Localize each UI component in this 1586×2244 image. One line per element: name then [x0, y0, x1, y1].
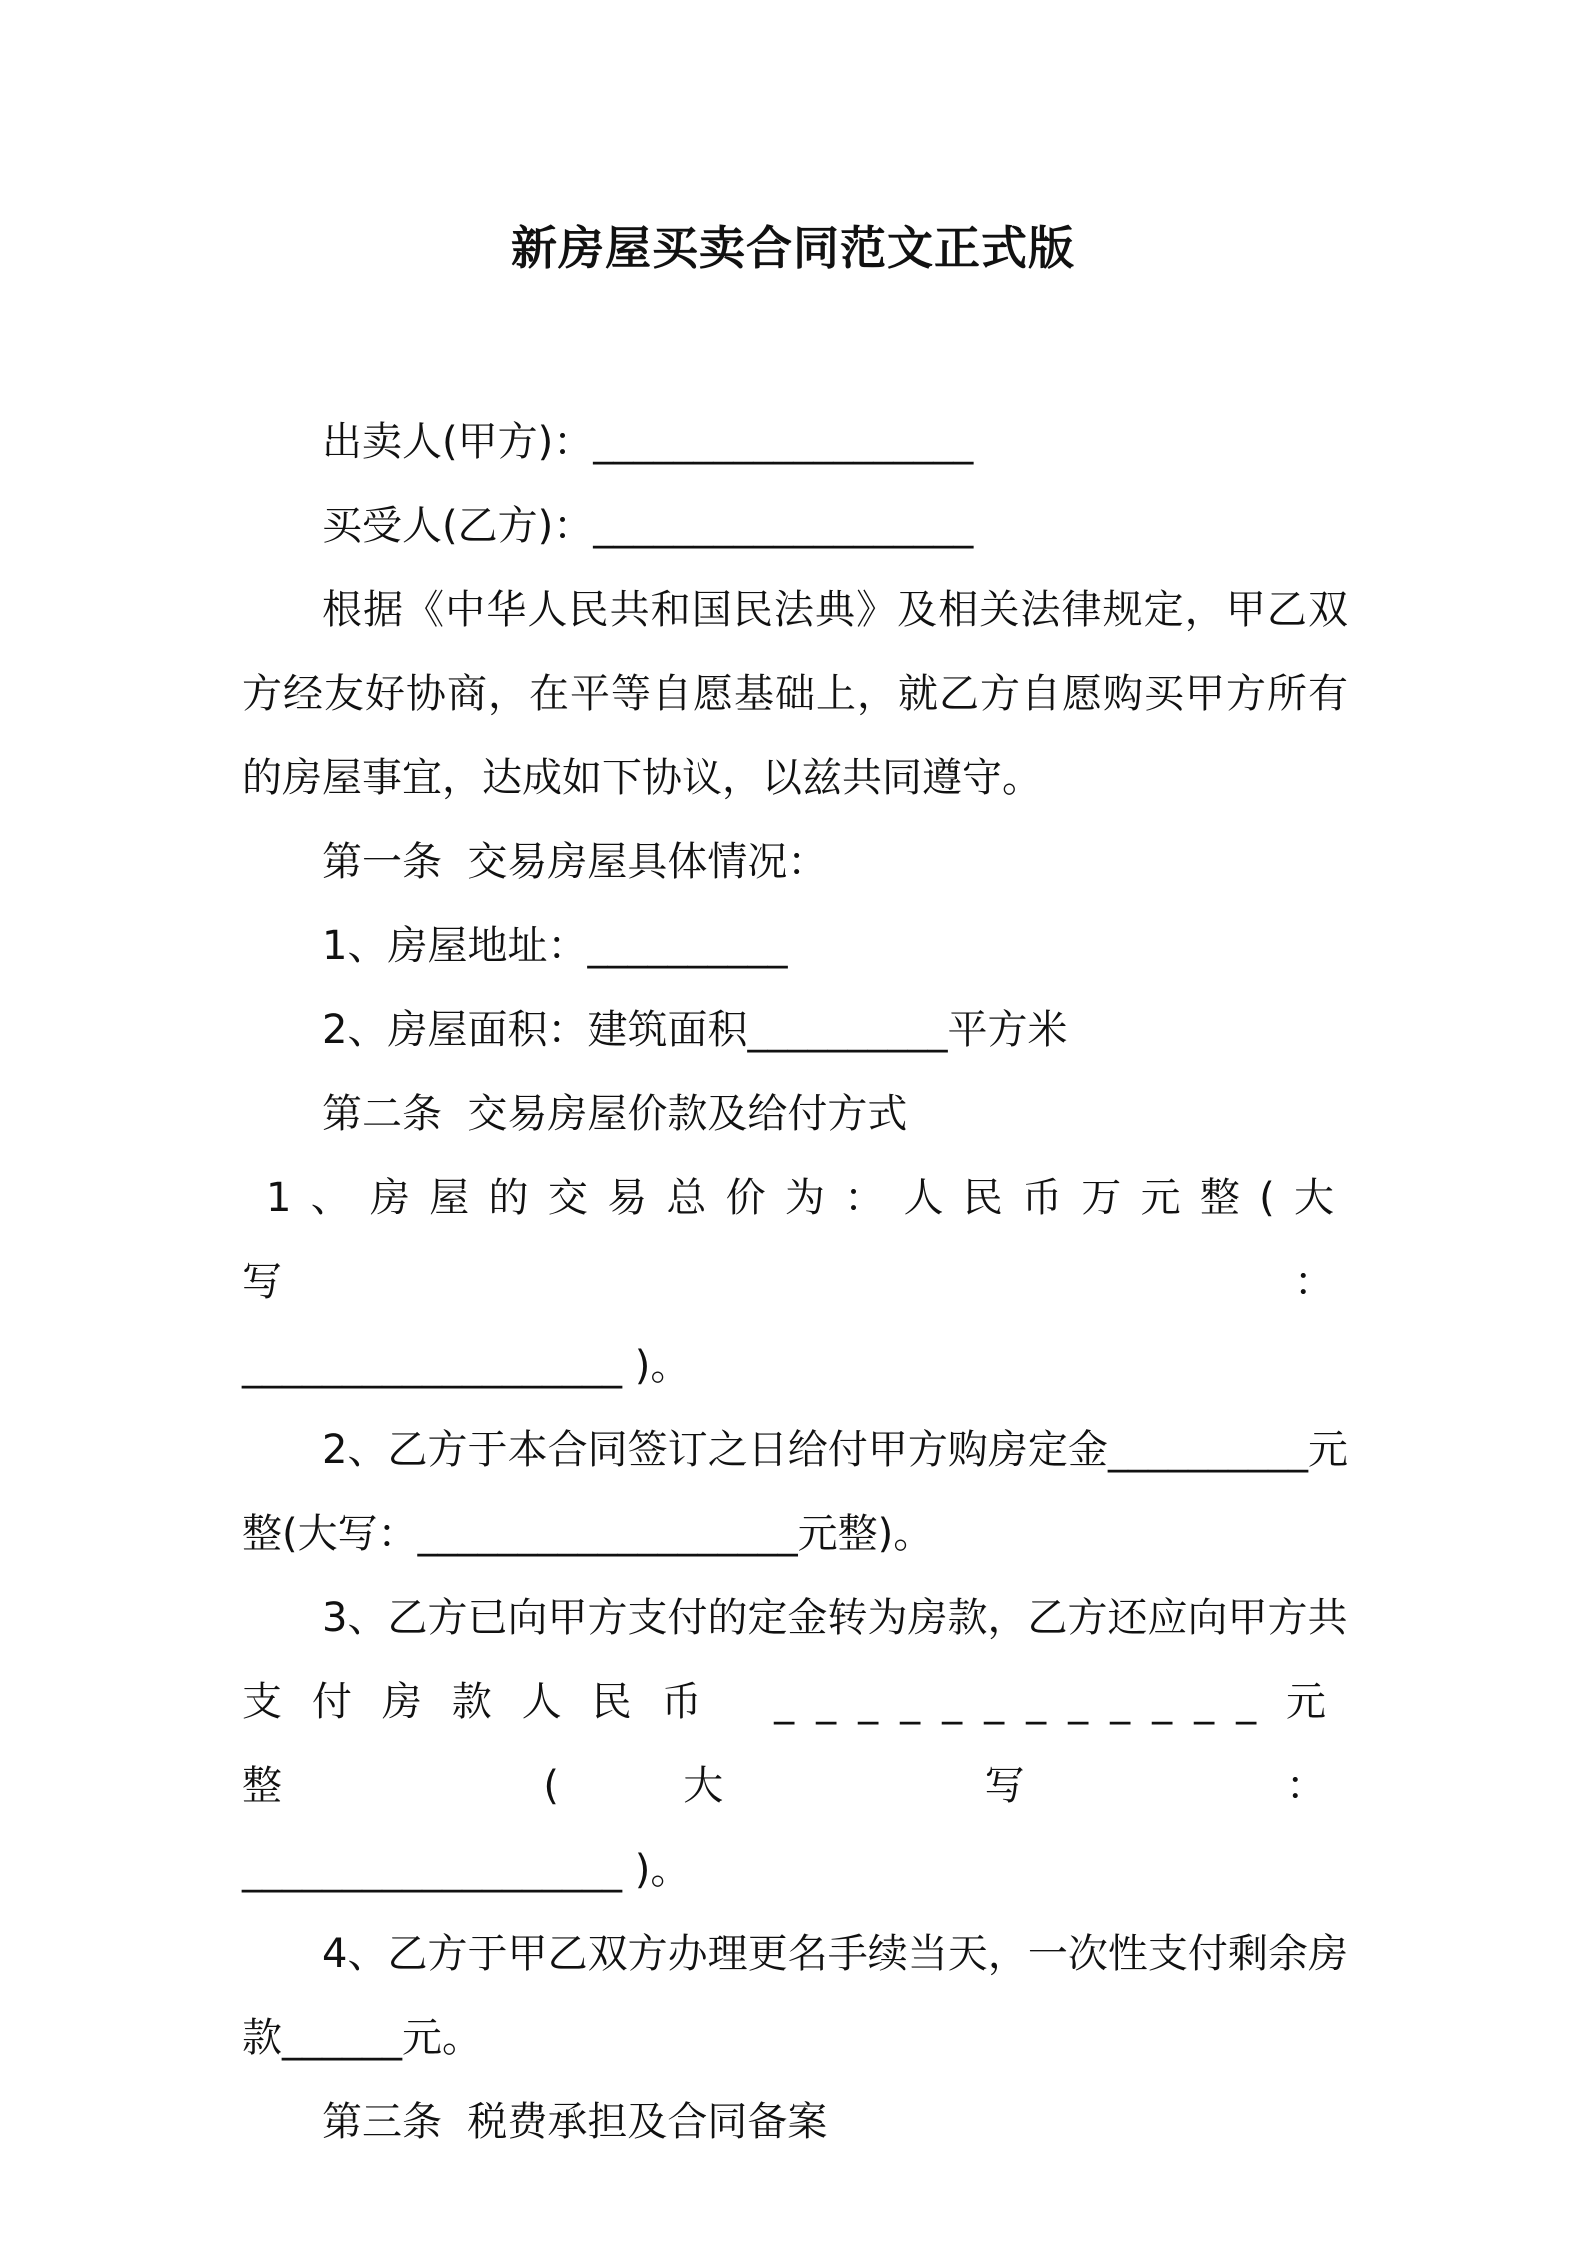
- article2-heading: 第二条 交易房屋价款及给付方式: [322, 1091, 908, 1137]
- seller-line: 出卖人(甲方)：___________________: [322, 419, 974, 465]
- article1-item1: 1、房屋地址：__________: [322, 923, 788, 969]
- article2-item1-line1: 1、房屋的交易总价为：人民币万元整(大写：: [242, 1175, 1348, 1305]
- article2-item3-line2: 支付房款人民币 ____________元 整 (大 写 ：: [242, 1679, 1348, 1809]
- buyer-line: 买受人(乙方)：___________________: [322, 503, 974, 549]
- article3-heading: 第三条 税费承担及合同备案: [322, 2099, 828, 2145]
- article2-item3-line1: 3、乙方已向甲方支付的定金转为房款，乙方还应向甲方共: [322, 1595, 1348, 1641]
- preamble-paragraph: 根据《中华人民共和国民法典》及相关法律规定，甲乙双方经友好协商，在平等自愿基础上，就乙方自愿购买甲方所有的房屋事宜，达成如下协议，以兹共同遵守。: [242, 587, 1348, 801]
- article2-item1-line2: ___________________ )。: [242, 1343, 691, 1389]
- article1-heading: 第一条 交易房屋具体情况：: [322, 839, 828, 885]
- article2-item3-line3: ___________________ )。: [242, 1847, 691, 1893]
- article2-item2: 2、乙方于本合同签订之日给付甲方购房定金__________元整(大写：___________________元整)。: [242, 1427, 1348, 1557]
- article1-item2: 2、房屋面积：建筑面积__________平方米: [322, 1007, 1068, 1053]
- document-body: [242, 400, 1348, 2164]
- article2-item4: 4、乙方于甲乙双方办理更名手续当天，一次性支付剩余房款______元。: [242, 1931, 1348, 2061]
- document-title: 新房屋买卖合同范文正式版: [511, 221, 1075, 275]
